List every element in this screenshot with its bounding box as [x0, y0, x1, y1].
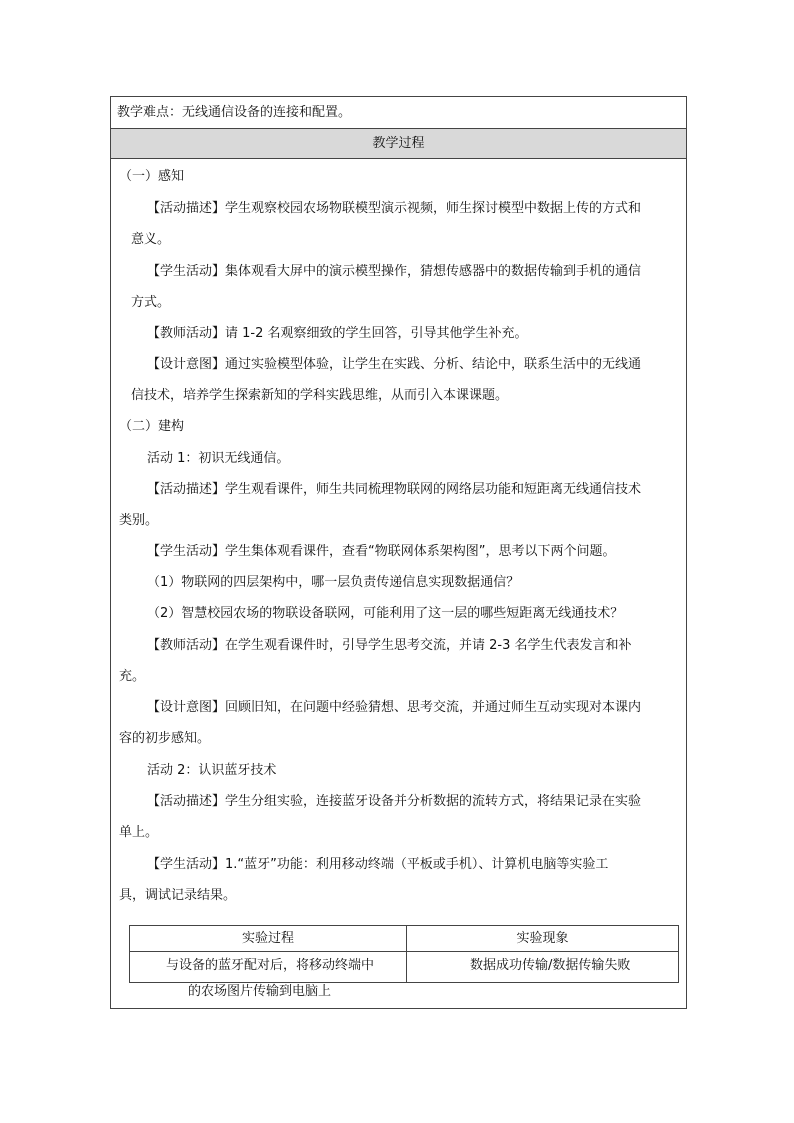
activity-title: 活动 1：初识无线通信。 [147, 451, 290, 466]
heading-construction: （二）建构 [119, 419, 185, 434]
section-header-teaching-process: 教学过程 [111, 129, 686, 159]
activity-title: 活动 2：认识蓝牙技术 [147, 763, 277, 778]
paragraph-line: 【设计意图】回顾旧知，在问题中经验猜想、思考交流，并通过师生互动实现对本课内 [147, 700, 642, 715]
paragraph-line: 【教师活动】请 1-2 名观察细致的学生回答，引导其他学生补充。 [147, 326, 528, 341]
paragraph-line: 【活动描述】学生观看课件，师生共同梳理物联网的网络层功能和短距离无线通信技术 [147, 482, 642, 497]
table-divider [406, 926, 407, 982]
paragraph-line: 【教师活动】在学生观看课件时，引导学生思考交流，并请 2-3 名学生代表发言和补 [147, 638, 632, 653]
paragraph-line: 【学生活动】学生集体观看课件，查看“物联网体系架构图”，思考以下两个问题。 [147, 544, 616, 559]
heading-perception: （一）感知 [119, 169, 185, 184]
paragraph-line: 方式。 [131, 295, 171, 310]
paragraph-line: 容的初步感知。 [119, 731, 211, 746]
paragraph-line: 【学生活动】1.“蓝牙”功能：利用移动终端（平板或手机）、计算机电脑等实验工 [147, 857, 609, 872]
question-line: （1）物联网的四层架构中，哪一层负责传递信息实现数据通信？ [147, 575, 520, 590]
paragraph-line: 【活动描述】学生观察校园农场物联模型演示视频，师生探讨模型中数据上传的方式和 [147, 201, 642, 216]
paragraph-line: 充。 [119, 669, 146, 684]
paragraph-line: 【学生活动】集体观看大屏中的演示模型操作，猜想传感器中的数据传输到手机的通信 [147, 264, 642, 279]
question-line: （2）智慧校园农场的物联设备联网，可能利用了这一层的哪些短距离无线通技术？ [147, 606, 624, 621]
table-cell-phenomenon: 数据成功传输/数据传输失败 [470, 958, 631, 973]
table-header-phenomenon: 实验现象 [407, 926, 678, 952]
paragraph-line: 意义。 [131, 232, 171, 247]
table-header-process: 实验过程 [130, 926, 406, 952]
teaching-difficulty: 教学难点：无线通信设备的连接和配置。 [111, 97, 686, 129]
table-cell-process: 的农场图片传输到电脑上 [188, 984, 332, 999]
lesson-plan-table [110, 96, 687, 1009]
paragraph-line: 单上。 [119, 825, 159, 840]
paragraph-line: 具，调试记录结果。 [119, 888, 237, 903]
paragraph-line: 信技术，培养学生探索新知的学科实践思维，从而引入本课课题。 [131, 388, 509, 403]
paragraph-line: 【设计意图】通过实验模型体验，让学生在实践、分析、结论中，联系生活中的无线通 [147, 357, 642, 372]
paragraph-line: 【活动描述】学生分组实验，连接蓝牙设备并分析数据的流转方式，将结果记录在实验 [147, 794, 642, 809]
experiment-table [129, 925, 679, 999]
paragraph-line: 类别。 [119, 513, 159, 528]
table-cell-process: 与设备的蓝牙配对后，将移动终端中 [166, 958, 375, 973]
